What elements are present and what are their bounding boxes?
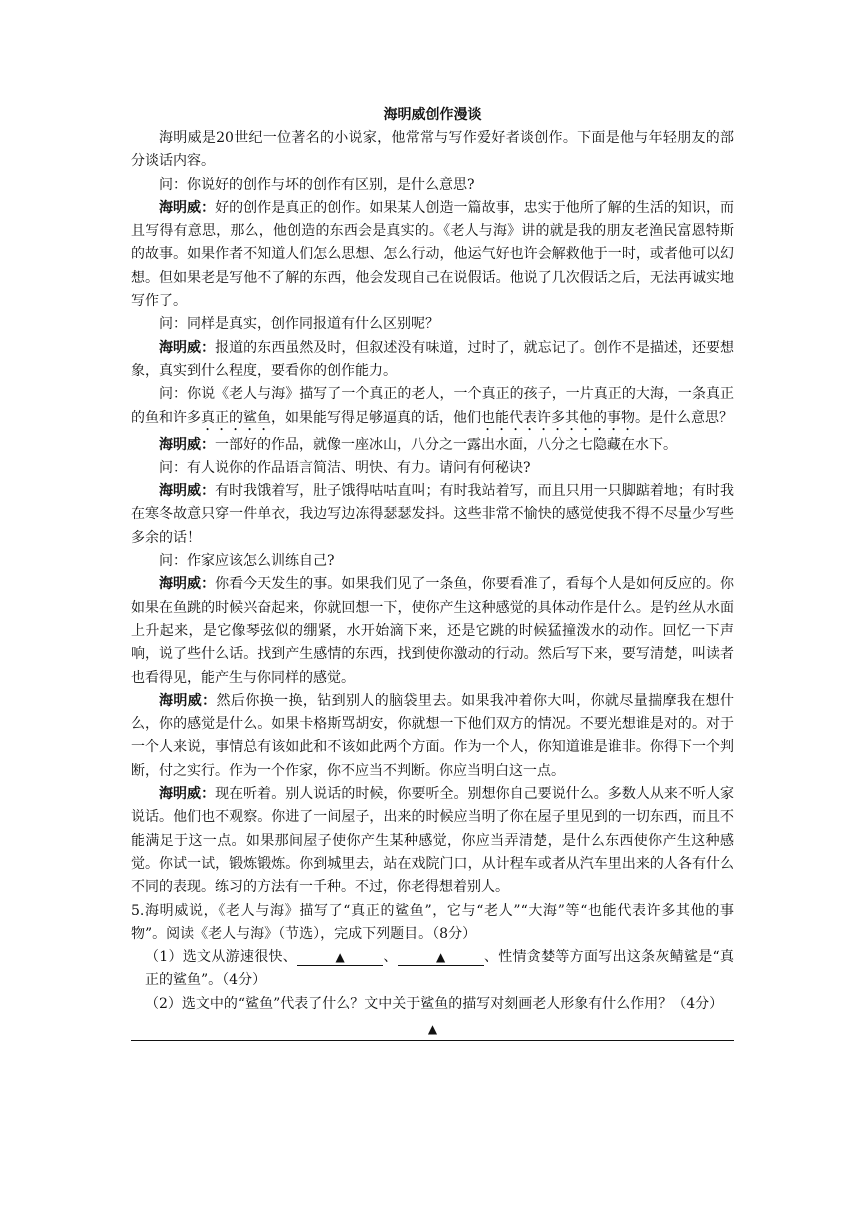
speaker-hemingway: 海明威： — [159, 786, 216, 803]
answer-4 — [131, 480, 734, 550]
question-5 — [131, 550, 734, 573]
question-text: 同样是真实，创作同报道有什么区别呢？ — [187, 316, 439, 333]
question-2 — [131, 313, 734, 336]
question-text: 。是什么意思？ — [635, 409, 733, 426]
answer-text: 报道的东西虽然及时，但叙述没有味道，过时了，就忘记了。创作不是描述，还要想象，真实到什么程度，要看你的创作能力。 — [131, 339, 735, 379]
answer-blank-1[interactable]: ▲ — [297, 949, 383, 966]
speaker-hemingway: 海明威： — [159, 576, 216, 593]
answer-text: 然后你换一换，钻到别人的脑袋里去。如果我冲着你大叫，你就尽量揣摩我在想什么，你的感觉是什么。如果卡格斯骂胡安，你就想一下他们双方的情况。不要光想谁是对的。对于一个人来说，事情总有该如此和不该如此两个方面。作为一个人，你知道谁是谁非。你得下一个判断，付之实行。作为一个作家，你不应当不判断。你应当明白这一点。 — [131, 692, 735, 779]
question-3 — [131, 383, 734, 433]
answer-2 — [131, 337, 734, 384]
answer-line[interactable] — [131, 1040, 734, 1041]
article-title: 海明威创作漫谈 — [383, 107, 482, 123]
answer-6 — [131, 690, 734, 783]
question-text: 你说好的创作与坏的创作有区别，是什么意思? — [187, 176, 475, 193]
answer-blank-2[interactable]: ▲ — [398, 949, 484, 966]
question-text: 作家应该怎么训练自己? — [187, 553, 335, 570]
answer-text: 现在听着。别人说话的时候，你要听全。别想你自己要说什么。多数人从来不听人家说话。他们也不观察。你进了一间屋子，出来的时候应当明了你在屋子里见到的一切东西，而且不能满足于这一点。如果那间屋子使你产生某种感觉，你应当弄清楚，是什么东西使你产生这种感觉。你试一试，锻炼锻炼。你到城里去，站在戏院门口，从计程车或者从汽车里出来的人各有什么不同的表现。练习的方法有一千种。不过，你老得想着别人。 — [131, 786, 735, 896]
speaker-hemingway: 海明威： — [159, 199, 216, 216]
separator: 、 — [383, 949, 398, 966]
speaker-q: 问： — [159, 316, 187, 333]
intro-paragraph: 海明威是20世纪一位著名的小说家，他常常与写作爱好者谈创作。下面是他与年轻朋友的部分谈话内容。 — [131, 130, 734, 170]
question-1 — [131, 174, 734, 197]
part-1-text: 、性情贪婪等方面写出这条灰鲭鲨是“真正的鲨鱼”。（4分） — [145, 949, 734, 989]
question-5-part-1 — [131, 946, 734, 993]
answer-3 — [131, 434, 734, 457]
speaker-hemingway: 海明威： — [159, 436, 215, 453]
speaker-hemingway: 海明威： — [159, 339, 216, 356]
answer-7 — [131, 783, 734, 899]
speaker-hemingway: 海明威： — [159, 692, 217, 709]
speaker-q: 问： — [159, 459, 187, 476]
question-4 — [131, 457, 734, 480]
answer-text: 有时我饿着写，肚子饿得咕咕直叫；有时我站着写，而且只用一只脚踮着地；有时我在寒冬故意只穿一件单衣，我边写边冻得瑟瑟发抖。这些非常不愉快的感觉使我不得不尽量少写些多余的话！ — [131, 483, 735, 546]
answer-text: 你看今天发生的事。如果我们见了一条鱼，你要看准了，看每个人是如何反应的。你如果在鱼跳的时候兴奋起来，你就回想一下，使你产生这种感觉的具体动作是什么。是钓丝从水面上升起来，是它像琴弦似的绷紧，水开始滴下来，还是它跳的时候猛撞泼水的动作。回忆一下声响，说了些什么话。找到产生感情的东西，找到使你激动的行动。然后写下来，要写清楚，叫读者也看得见，能产生与你同样的感觉。 — [131, 576, 735, 686]
question-text: ，如果能写得足够逼真的话，他们 — [271, 409, 481, 426]
emphasized-text: 也能代表许多其他的事物 — [481, 409, 635, 426]
question-5-part-2: （2）选文中的“鲨鱼”代表了什么？文中关于鲨鱼的描写对刻画老人形象有什么作用？（4分） — [145, 995, 724, 1012]
speaker-q: 问： — [159, 386, 188, 403]
answer-5 — [131, 573, 734, 689]
question-5-stem: 5.海明威说，《老人与海》描写了“真正的鲨鱼”，它与“老人”“大海”等“也能代表许多其他的事物”。阅读《老人与海》（节选），完成下列题目。（8分） — [131, 902, 734, 942]
answer-text: 好的创作是真正的创作。如果某人创造一篇故事，忠实于他所了解的生活的知识，而且写得有意思，那么，他创造的东西会是真实的。《老人与海》讲的就是我的朋友老渔民富恩特斯的故事。如果作者不知道人们怎么思想、怎么行动，他运气好也许会解救他于一时，或者他可以幻想。但如果老是写他不了解的东西，他会发现自己在说假话。他说了几次假话之后，无法再诚实地写作了。 — [131, 199, 735, 310]
question-text: 有人说你的作品语言简洁、明快、有力。请问有何秘诀? — [187, 459, 531, 476]
speaker-q: 问： — [159, 176, 187, 193]
answer-marker: ▲ — [427, 1021, 438, 1036]
answer-1 — [131, 197, 734, 313]
emphasized-text: 真正的鲨鱼 — [201, 409, 271, 426]
speaker-q: 问： — [159, 553, 187, 570]
article-body — [131, 127, 734, 1041]
answer-text: 一部好的作品，就像一座冰山，八分之一露出水面，八分之七隐藏在水下。 — [215, 436, 677, 453]
question-text: 你说《老人与海》描写了一个真正的老人，一个真正的孩子，一片真正的大海，一条真正的鱼和许多 — [131, 386, 735, 426]
part-1-text: （1）选文从游速很快、 — [145, 949, 298, 966]
speaker-hemingway: 海明威： — [159, 483, 216, 500]
